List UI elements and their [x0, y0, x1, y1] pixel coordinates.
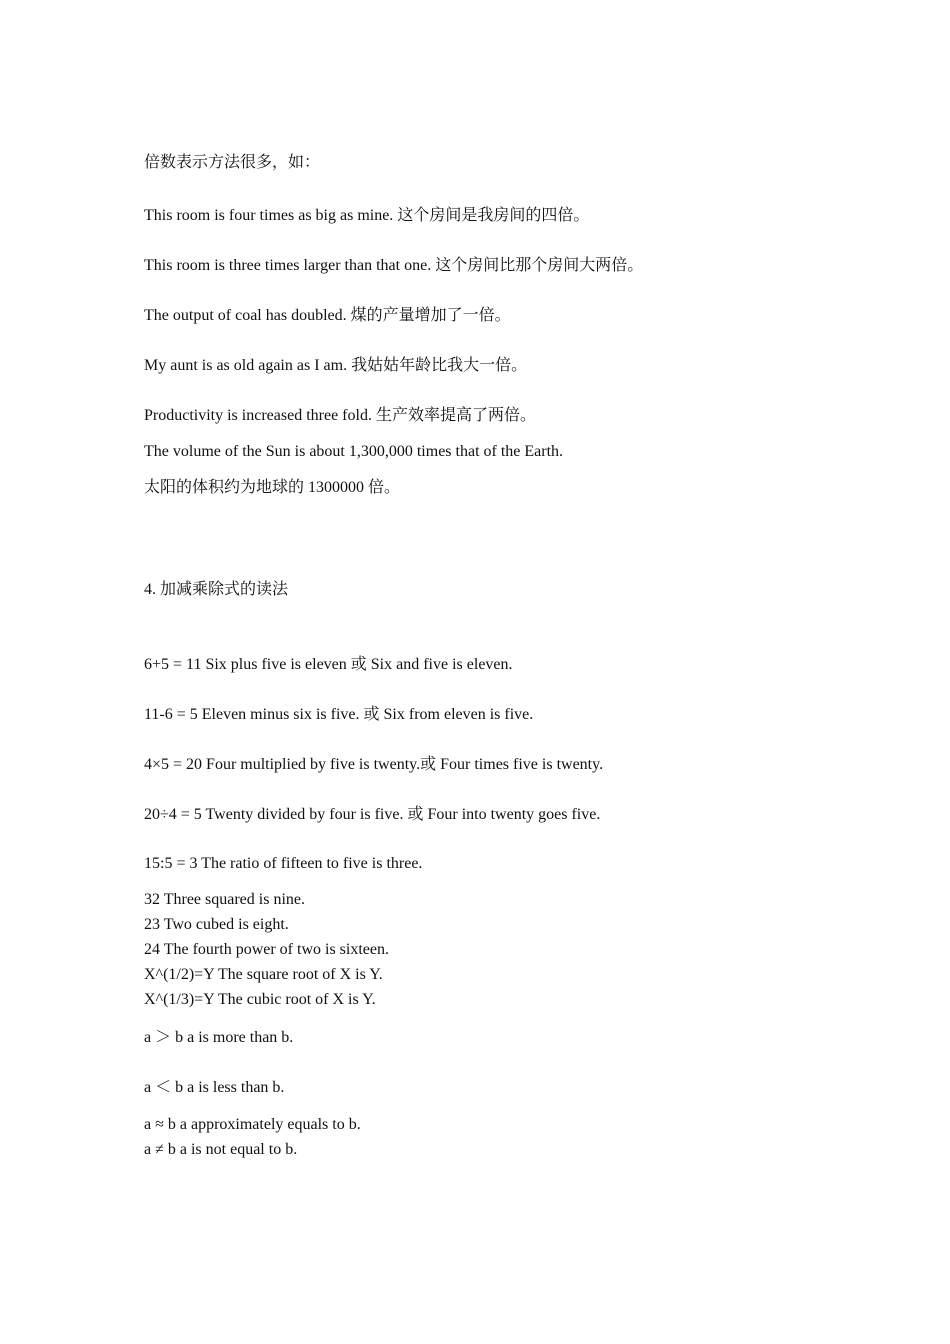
section-title: 加减乘除式的读法 [160, 579, 289, 598]
op-reading-b: Four into twenty goes five. [423, 806, 601, 823]
power-line: X^(1/2)=Y The square root of X is Y. [144, 966, 383, 983]
sun-zh-suffix: 倍。 [368, 477, 401, 496]
multiple-example-5 [144, 405, 536, 426]
op-reading-b: Four times five is twenty. [436, 756, 604, 773]
example-english: This room is four times as big as mine. [144, 207, 398, 224]
op-reading-a: 20÷4 = 5 Twenty divided by four is five. [144, 806, 408, 823]
power-line: 32 Three squared is nine. [144, 891, 305, 908]
approx-line: a ≈ b a approximately equals to b. [144, 1116, 361, 1133]
or-word: 或 [420, 754, 437, 773]
less-than-line: a ＜ b a is less than b. [144, 1079, 285, 1096]
example-english: Productivity is increased three fold. [144, 407, 376, 424]
power-line: X^(1/3)=Y The cubic root of X is Y. [144, 991, 376, 1008]
multiple-example-3 [144, 305, 511, 326]
section-number: 4. [144, 581, 160, 598]
ratio-line: 15:5 = 3 The ratio of fifteen to five is three. [144, 855, 423, 872]
or-word: 或 [350, 654, 367, 673]
arithmetic-line-3 [144, 754, 603, 775]
arithmetic-line-2 [144, 704, 533, 725]
example-chinese: 生产效率提高了两倍。 [375, 405, 536, 424]
example-chinese: 这个房间比那个房间大两倍。 [435, 255, 644, 274]
sun-example-chinese [144, 477, 400, 498]
greater-than-line: a ＞ b a is more than b. [144, 1029, 294, 1046]
op-reading-b: Six and five is eleven. [366, 656, 513, 673]
multiple-example-4 [144, 355, 527, 376]
multiple-example-2 [144, 255, 643, 276]
sun-example-english: The volume of the Sun is about 1,300,000 times that of the Earth. [144, 443, 564, 460]
example-chinese: 煤的产量增加了一倍。 [350, 305, 511, 324]
intro-text: 倍数表示方法很多，如： [144, 152, 321, 171]
op-reading-a: 11-6 = 5 Eleven minus six is five. [144, 706, 364, 723]
op-reading-a: 6+5 = 11 Six plus five is eleven [144, 656, 351, 673]
or-word: 或 [407, 804, 424, 823]
sun-zh-prefix: 太阳的体积约为地球的 [144, 477, 305, 496]
not-equal-line: a ≠ b a is not equal to b. [144, 1141, 298, 1158]
sun-zh-number: 1300000 [304, 479, 369, 496]
section-heading [144, 579, 288, 600]
example-chinese: 这个房间是我房间的四倍。 [397, 205, 590, 224]
arithmetic-line-1 [144, 654, 513, 675]
power-line: 23 Two cubed is eight. [144, 916, 289, 933]
arithmetic-line-4 [144, 804, 600, 825]
op-reading-a: 4×5 = 20 Four multiplied by five is twenty. [144, 756, 421, 773]
example-english: The output of coal has doubled. [144, 307, 351, 324]
power-line: 24 The fourth power of two is sixteen. [144, 941, 389, 958]
example-english: My aunt is as old again as I am. [144, 357, 352, 374]
example-english: This room is three times larger than that one. [144, 257, 436, 274]
op-reading-b: Six from eleven is five. [379, 706, 534, 723]
example-chinese: 我姑姑年龄比我大一倍。 [351, 355, 528, 374]
or-word: 或 [363, 704, 380, 723]
multiple-example-1 [144, 205, 589, 226]
